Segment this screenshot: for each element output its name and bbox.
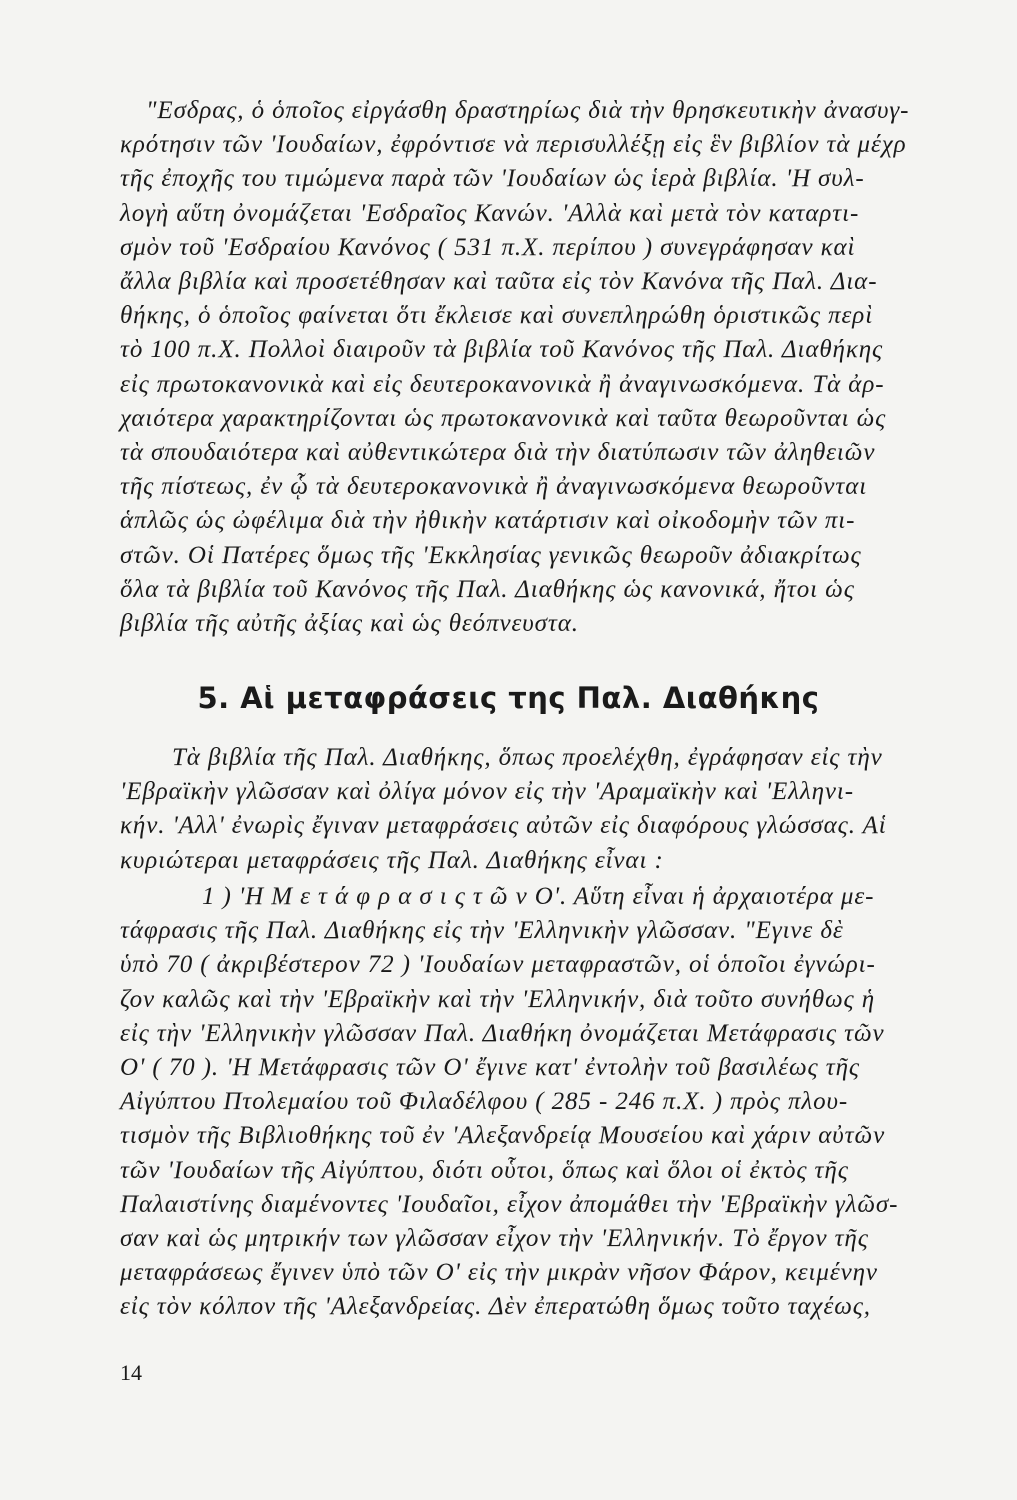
- text-line: 1 ) 'Η Μ ε τ ά φ ρ α σ ι ς τ ῶ ν Ο'. Αὕτη εἶναι ἡ ἀρχαιοτέρα με-: [202, 883, 875, 910]
- text-line: εἰς τὴν 'Ελληνικὴν γλῶσσαν Παλ. Διαθήκη ὀνομάζεται Μετάφρασις τῶν: [120, 1019, 885, 1047]
- text-line: εἰς πρωτοκανονικὰ καὶ εἰς δευτεροκανονικὰ ἢ ἀναγινωσκόμενα. Τὰ ἀρ-: [120, 370, 885, 398]
- text-line: στῶν. Οἱ Πατέρες ὅμως τῆς 'Εκκλησίας γενικῶς θεωροῦν ἀδιακρίτως: [120, 541, 862, 569]
- text-line: τῶν 'Ιουδαίων τῆς Αἰγύπτου, διότι οὗτοι, ὅπως καὶ ὅλοι οἱ ἐκτὸς τῆς: [120, 1156, 849, 1184]
- text-line: ὑπὸ 70 ( ἀκριβέστερον 72 ) 'Ιουδαίων μεταφραστῶν, οἱ ὁποῖοι ἐγνώρι-: [120, 951, 876, 979]
- text-line: θήκης, ὁ ὁποῖος φαίνεται ὅτι ἔκλεισε καὶ συνεπληρώθη ὁριστικῶς περὶ: [120, 302, 874, 330]
- text-line: τὰ σπουδαιότερα καὶ αὐθεντικώτερα διὰ τὴν διατύπωσιν τῶν ἀληθειῶν: [120, 439, 876, 466]
- text-line: τὸ 100 π.Χ. Πολλοὶ διαιροῦν τὰ βιβλία τοῦ Κανόνος τῆς Παλ. Διαθήκης: [120, 336, 884, 364]
- text-line: βιβλία τῆς αὐτῆς ἀξίας καὶ ὡς θεόπνευστα.: [120, 610, 579, 637]
- text-line: τισμὸν τῆς Βιβλιοθήκης τοῦ ἐν 'Αλεξανδρείᾳ Μουσείου καὶ χάριν αὐτῶν: [120, 1122, 886, 1150]
- text-line: 'Εβραϊκὴν γλῶσσαν καὶ ὀλίγα μόνον εἰς τὴν 'Αραμαϊκὴν καὶ 'Ελληνι-: [120, 778, 855, 806]
- text-line: ὅλα τὰ βιβλία τοῦ Κανόνος τῆς Παλ. Διαθήκης ὡς κανονικά, ἤτοι ὡς: [120, 575, 855, 603]
- section-heading: 5. Αἱ μεταφράσεις της Παλ. Διαθήκης: [197, 681, 820, 715]
- text-line: κρότησιν τῶν 'Ιουδαίων, ἐφρόντισε νὰ περισυλλέξῃ εἰς ἓν βιβλίον τὰ μέχρ: [120, 131, 907, 159]
- text-line: μεταφράσεως ἔγινεν ὑπὸ τῶν Ο' εἰς τὴν μικρὰν νῆσον Φάρον, κειμένην: [120, 1259, 878, 1287]
- text-line: κήν. 'Αλλ' ἐνωρὶς ἔγιναν μεταφράσεις αὐτῶν εἰς διαφόρους γλώσσας. Αἱ: [120, 812, 887, 840]
- text-line: Παλαιστίνης διαμένοντες 'Ιουδαῖοι, εἶχον ἀπομάθει τὴν 'Εβραϊκὴν γλῶσ-: [120, 1190, 899, 1218]
- text-line: Ο' ( 70 ). 'Η Μετάφρασις τῶν Ο' ἔγινε κατ' ἐντολὴν τοῦ βασιλέως τῆς: [120, 1054, 860, 1081]
- text-line: τῆς πίστεως, ἐν ᾧ τὰ δευτεροκανονικὰ ἢ ἀναγινωσκόμενα θεωροῦνται: [120, 473, 868, 501]
- text-line: Τὰ βιβλία τῆς Παλ. Διαθήκης, ὅπως προελέχθη, ἐγράφησαν εἰς τὴν: [172, 744, 883, 771]
- text-line: ζον καλῶς καὶ τὴν 'Εβραϊκὴν καὶ τὴν 'Ελληνικήν, διὰ τοῦτο συνήθως ἡ: [120, 985, 876, 1013]
- text-line: τῆς ἐποχῆς του τιμώμενα παρὰ τῶν 'Ιουδαίων ὡς ἱερὰ βιβλία. 'Η συλ-: [120, 165, 865, 193]
- text-line: λογὴ αὕτη ὀνομάζεται 'Εσδραῖος Κανών. 'Αλλὰ καὶ μετὰ τὸν καταρτι-: [120, 199, 860, 227]
- text-line: σαν καὶ ὡς μητρικήν των γλῶσσαν εἶχον τὴν 'Ελληνικήν. Τὸ ἔργον τῆς: [120, 1225, 869, 1252]
- text-line: κυριώτεραι μεταφράσεις τῆς Παλ. Διαθήκης εἶναι :: [120, 846, 664, 874]
- text-line: σμὸν τοῦ 'Εσδραίου Κανόνος ( 531 π.Χ. περίπου ) συνεγράφησαν καὶ: [120, 233, 856, 261]
- text-line: εἰς τὸν κόλπον τῆς 'Αλεξανδρείας. Δὲν ἐπερατώθη ὅμως τοῦτο ταχέως,: [120, 1293, 871, 1321]
- text-line: ἁπλῶς ὡς ὠφέλιμα διὰ τὴν ἠθικὴν κατάρτισιν καὶ οἰκοδομὴν τῶν πι-: [120, 507, 856, 535]
- page-number: 14: [120, 1360, 142, 1385]
- text-line: "Εσδρας, ὁ ὁποῖος εἰργάσθη δραστηρίως διὰ τὴν θρησκευτικὴν ἀνασυγ-: [146, 97, 910, 124]
- text-line: Αἰγύπτου Πτολεμαίου τοῦ Φιλαδέλφου ( 285 - 246 π.Χ. ) πρὸς πλου-: [120, 1088, 849, 1116]
- text-line: χαιότερα χαρακτηρίζονται ὡς πρωτοκανονικὰ καὶ ταῦτα θεωροῦνται ὡς: [120, 404, 887, 432]
- text-line: ἄλλα βιβλία καὶ προσετέθησαν καὶ ταῦτα εἰς τὸν Κανόνα τῆς Παλ. Δια-: [120, 268, 878, 295]
- text-line: τάφρασις τῆς Παλ. Διαθήκης εἰς τὴν 'Ελληνικὴν γλῶσσαν. "Εγινε δὲ: [120, 917, 844, 945]
